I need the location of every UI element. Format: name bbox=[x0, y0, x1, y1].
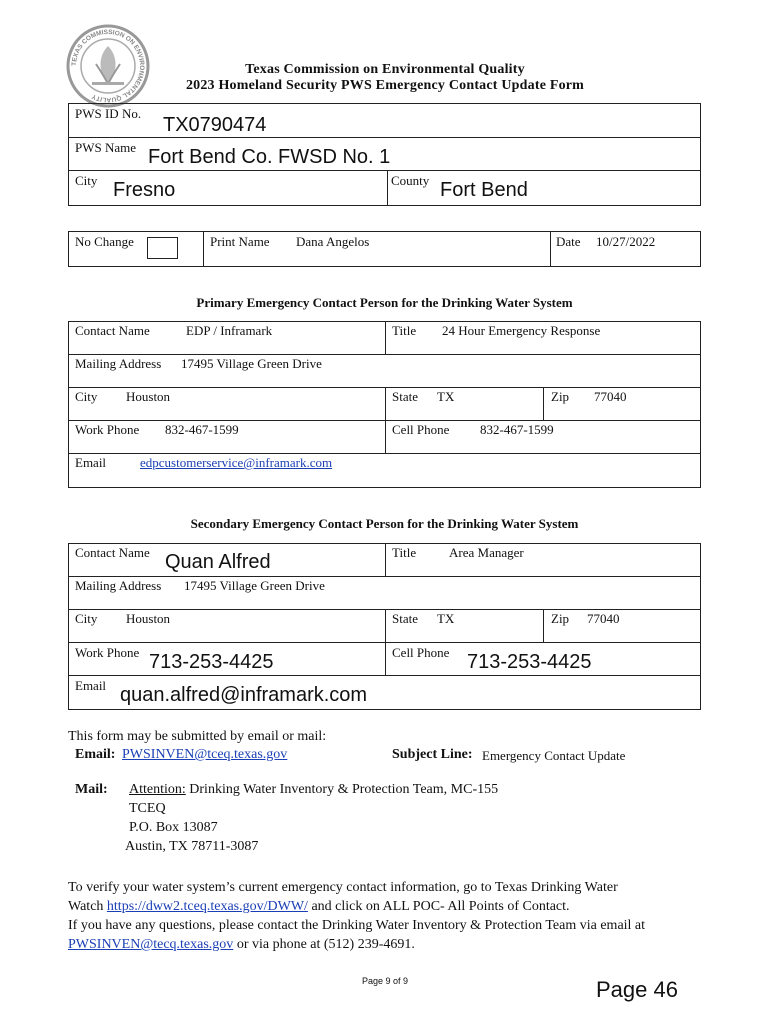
secondary-work-phone-label: Work Phone bbox=[75, 645, 140, 660]
primary-city-label: City bbox=[75, 389, 98, 404]
verify-paragraph-2 bbox=[68, 916, 718, 954]
primary-zip-value: 77040 bbox=[594, 389, 627, 404]
print-name-value: Dana Angelos bbox=[296, 234, 370, 249]
questions-text-b: or via phone at (512) 239-4691. bbox=[236, 937, 415, 952]
date-value: 10/27/2022 bbox=[596, 234, 656, 249]
primary-title-label: Title bbox=[392, 323, 417, 338]
primary-city-value: Houston bbox=[126, 389, 171, 404]
page-of-footer: Page 9 of 9 bbox=[361, 976, 409, 986]
attention-line bbox=[129, 782, 498, 798]
subject-line-value: Emergency Contact Update bbox=[482, 748, 626, 763]
date-label: Date bbox=[556, 234, 581, 249]
secondary-email-label: Email bbox=[75, 678, 107, 693]
secondary-title-value: Area Manager bbox=[449, 545, 524, 560]
attention-value: Drinking Water Inventory & Protection Team, MC-155 bbox=[189, 782, 499, 797]
header-line-2: 2023 Homeland Security PWS Emergency Contact Update Form bbox=[185, 78, 585, 93]
primary-heading: Primary Emergency Contact Person for the Drinking Water System bbox=[196, 295, 573, 310]
secondary-state-label: State bbox=[392, 611, 418, 626]
secondary-state-value: TX bbox=[437, 611, 455, 626]
mail-address-line-3: Austin, TX 78711-3087 bbox=[125, 839, 259, 854]
primary-title-value: 24 Hour Emergency Response bbox=[442, 323, 601, 338]
primary-cell-phone-value: 832-467-1599 bbox=[480, 422, 554, 437]
secondary-zip-value: 77040 bbox=[587, 611, 620, 626]
mail-address-line-2: P.O. Box 13087 bbox=[129, 820, 218, 835]
secondary-city-value: Houston bbox=[126, 611, 171, 626]
secondary-city-label: City bbox=[75, 611, 98, 626]
svg-text:TEXAS COMMISSION ON ENVIRONMEN: TEXAS COMMISSION ON ENVIRONMENTAL QUALITY bbox=[70, 28, 146, 104]
questions-text-a: If you have any questions, please contact the Drinking Water Inventory & Protection Team via email at bbox=[68, 918, 646, 933]
primary-work-phone-label: Work Phone bbox=[75, 422, 140, 437]
secondary-email-value: quan.alfred@inframark.com bbox=[120, 684, 368, 706]
subject-line-label: Subject Line: bbox=[392, 747, 473, 762]
print-name-label: Print Name bbox=[210, 234, 270, 249]
no-change-label: No Change bbox=[75, 234, 134, 249]
primary-state-value: TX bbox=[437, 389, 455, 404]
questions-email-link[interactable]: PWSINVEN@tecq.texas.gov bbox=[68, 937, 234, 952]
secondary-zip-label: Zip bbox=[551, 611, 570, 626]
mail-address-line-1: TCEQ bbox=[129, 801, 166, 816]
secondary-cell-phone-value: 713-253-4425 bbox=[467, 651, 592, 673]
page-number: Page 46 bbox=[596, 977, 678, 1002]
pws-id-label: PWS ID No. bbox=[75, 106, 142, 121]
system-county-label: County bbox=[391, 173, 430, 188]
verify-text-c: and click on ALL POC- All Points of Contact. bbox=[311, 899, 570, 914]
system-city-label: City bbox=[75, 173, 98, 188]
primary-email-link[interactable]: edpcustomerservice@inframark.com bbox=[140, 455, 333, 470]
no-change-checkbox[interactable] bbox=[147, 237, 178, 259]
primary-work-phone-value: 832-467-1599 bbox=[165, 422, 239, 437]
pws-id-value: TX0790474 bbox=[163, 114, 267, 136]
secondary-contact-name-label: Contact Name bbox=[75, 545, 150, 560]
submission-email-link[interactable]: PWSINVEN@tceq.texas.gov bbox=[122, 747, 288, 762]
system-city-value: Fresno bbox=[113, 179, 176, 201]
primary-state-label: State bbox=[392, 389, 418, 404]
primary-contact-name-label: Contact Name bbox=[75, 323, 150, 338]
primary-contact-name-value: EDP / Inframark bbox=[186, 323, 273, 338]
primary-email-label: Email bbox=[75, 455, 107, 470]
submission-intro: This form may be submitted by email or mail: bbox=[68, 729, 327, 744]
secondary-cell-phone-label: Cell Phone bbox=[392, 645, 450, 660]
secondary-title-label: Title bbox=[392, 545, 417, 560]
secondary-mailing-label: Mailing Address bbox=[75, 578, 162, 593]
mail-label: Mail: bbox=[75, 782, 108, 797]
dww-link[interactable]: https://dww2.tceq.texas.gov/DWW/ bbox=[106, 899, 308, 914]
verify-text-a: To verify your water system’s current emergency contact information, go to Texas Drinking Water bbox=[68, 880, 618, 895]
primary-mailing-label: Mailing Address bbox=[75, 356, 162, 371]
pws-name-value: Fort Bend Co. FWSD No. 1 bbox=[148, 146, 391, 168]
pws-name-label: PWS Name bbox=[75, 140, 137, 155]
attention-label: Attention: bbox=[129, 782, 186, 797]
primary-mailing-value: 17495 Village Green Drive bbox=[181, 356, 322, 371]
secondary-heading: Secondary Emergency Contact Person for the Drinking Water System bbox=[190, 516, 579, 531]
primary-cell-phone-label: Cell Phone bbox=[392, 422, 450, 437]
primary-zip-label: Zip bbox=[551, 389, 570, 404]
secondary-contact-name-value: Quan Alfred bbox=[165, 551, 271, 573]
secondary-mailing-value: 17495 Village Green Drive bbox=[184, 578, 325, 593]
verify-text-b: Watch bbox=[68, 899, 104, 914]
system-county-value: Fort Bend bbox=[440, 179, 528, 201]
submission-email-label: Email: bbox=[75, 747, 116, 762]
verify-paragraph-1 bbox=[68, 878, 708, 916]
secondary-work-phone-value: 713-253-4425 bbox=[149, 651, 274, 673]
header-line-1: Texas Commission on Environmental Quality bbox=[245, 62, 525, 77]
